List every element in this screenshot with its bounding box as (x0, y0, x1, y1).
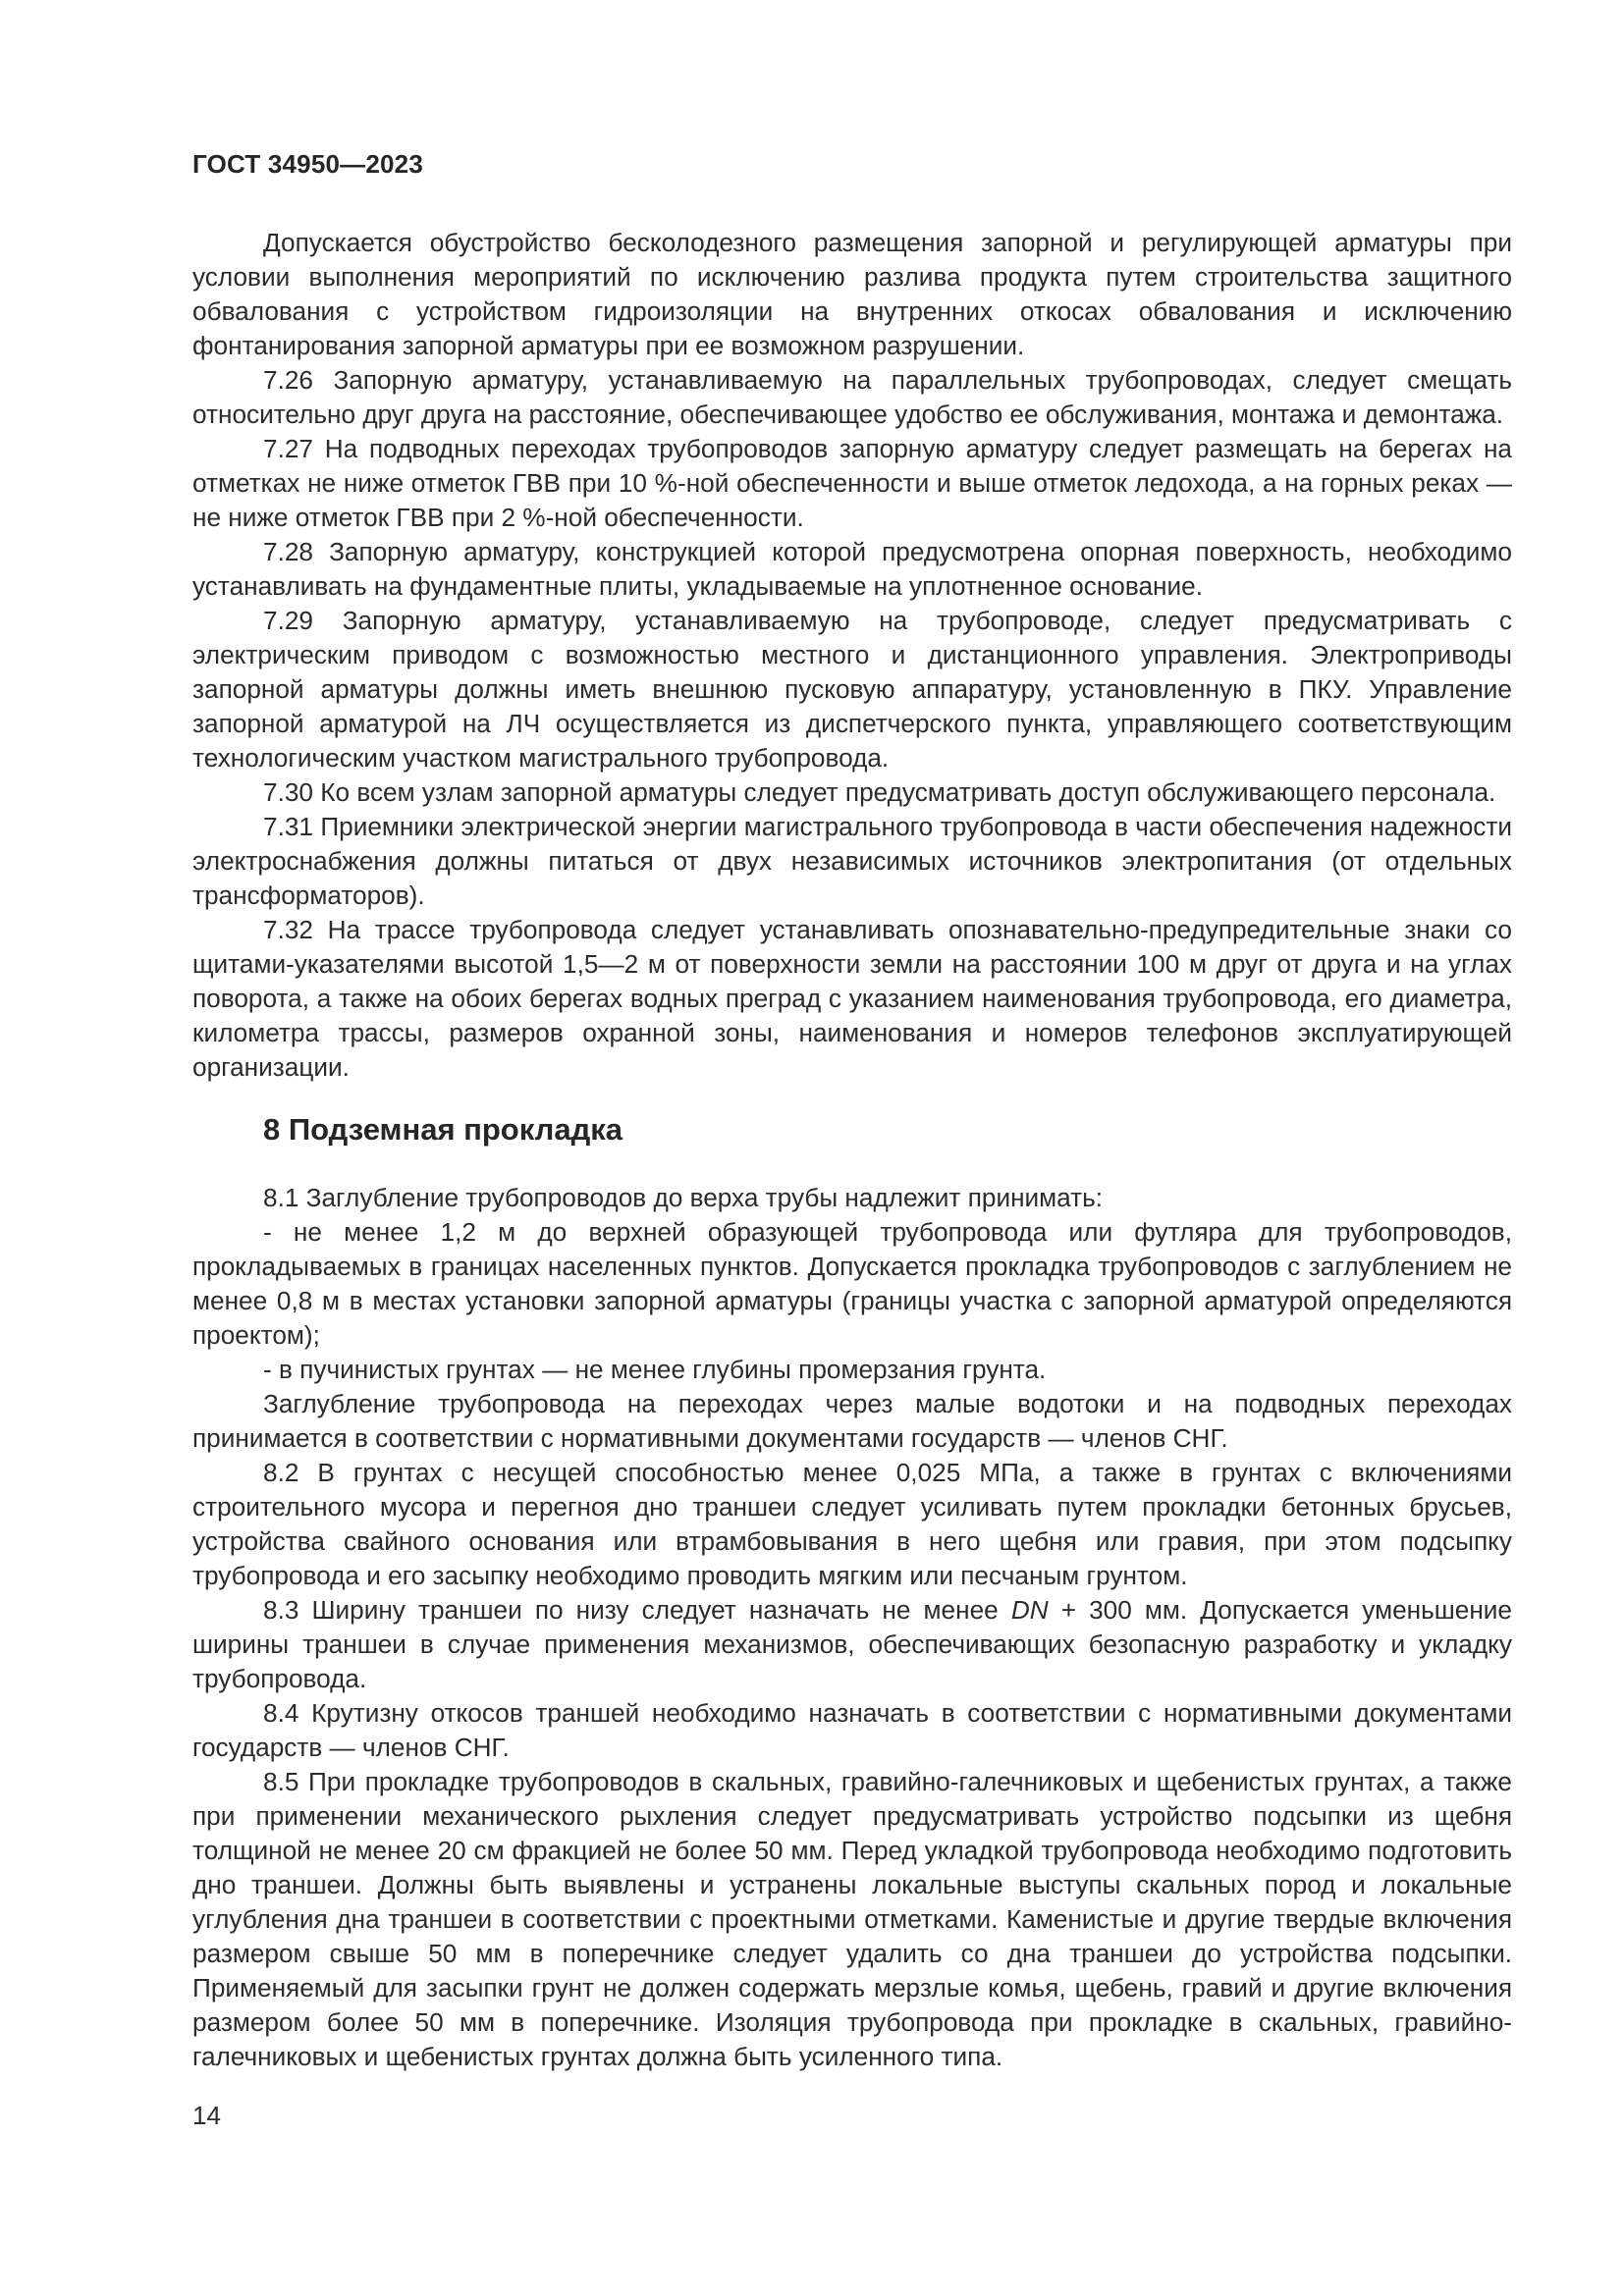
paragraph-7-28: 7.28 Запорную арматуру, конструкцией которой предусмотрена опорная поверхность, необходимо устанавливать на фундаментные плиты, укладываемые на уплотненное основание. (192, 537, 1512, 601)
paragraph-8-1-tail: Заглубление трубопровода на переходах через малые водотоки и на подводных переходах принимается в соответствии с нормативными документами государств — членов СНГ. (192, 1389, 1512, 1453)
paragraph-8-3-dn: DN (1010, 1595, 1049, 1625)
paragraph-8-4: 8.4 Крутизну откосов траншей необходимо назначать в соответствии с нормативными документами государств — членов СНГ. (192, 1698, 1512, 1762)
paragraph-8-3 (192, 1593, 1512, 1696)
document-code-header: ГОСТ 34950—2023 (192, 149, 423, 179)
paragraph-8-5: 8.5 При прокладке трубопроводов в скальных, гравийно-галечниковых и щебенистых грунтах, а также при применении механического рыхления следует предусматривать устройство подсыпки из щебня толщиной не менее 20 см фракцией не более 50 мм. Перед укладкой трубопровода необходимо подготовить дно траншеи. Должны быть выявлены и устранены локальные выступы скальных пород и локальные углубления дна траншеи в соответствии с проектными отметками. Каменистые и другие твердые включения размером свыше 50 мм в поперечнике следует удалить со дна траншеи до устройства подсыпки. Применяемый для засыпки грунт не должен содержать мерзлые комья, щебень, гравий и другие включения размером более 50 мм в поперечнике. Изоляция трубопровода при прокладке в скальных, гравийно-галечниковых и щебенистых грунтах должна быть усиленного типа. (192, 1767, 1512, 2071)
list-item-8-1-frost: - в пучинистых грунтах — не менее глубины промерзания грунта. (263, 1355, 1047, 1384)
page-number: 14 (192, 2101, 221, 2130)
paragraph-7-29: 7.29 Запорную арматуру, устанавливаемую на трубопроводе, следует предусматривать с электрическим приводом с возможностью местного и дистанционного управления. Электроприводы запорной арматуры должны иметь внешнюю пусковую аппаратуру, установленную в ПКУ. Управление запорной арматурой на ЛЧ осуществляется из диспетчерского пункта, управляющего соответствующим технологическим участком магистрального трубопровода. (192, 606, 1512, 773)
paragraph-8-3-text-b: + 300 мм. Допускается уменьшение ширины траншеи в случае применения механизмов, обеспечивающих безопасную разработку и укладку трубопровода. (192, 1595, 1512, 1693)
document-body (192, 226, 1512, 2074)
paragraph-8-2: 8.2 В грунтах с несущей способностью менее 0,025 МПа, а также в грунтах с включениями строительного мусора и перегноя дно траншеи следует усиливать путем прокладки бетонных брусьев, устройства свайного основания или втрамбовывания в него щебня или гравия, при этом подсыпку трубопровода и его засыпку необходимо проводить мягким или песчаным грунтом. (192, 1458, 1512, 1590)
paragraph-7-26: 7.26 Запорную арматуру, устанавливаемую на параллельных трубопроводах, следует смещать относительно друг друга на расстояние, обеспечивающее удобство ее обслуживания, монтажа и демонтажа. (192, 365, 1512, 429)
paragraph-7-27: 7.27 На подводных переходах трубопроводов запорную арматуру следует размещать на берегах на отметках не ниже отметок ГВВ при 10 %-ной обеспеченности и выше отметок ледохода, а на горных реках — не ниже отметок ГВВ при 2 %-ной обеспеченности. (192, 434, 1512, 532)
paragraph-8-3-text-a: 8.3 Ширину траншеи по низу следует назначать не менее (263, 1595, 1011, 1625)
section-heading-8: 8 Подземная прокладка (263, 1112, 623, 1147)
paragraph-7-30: 7.30 Ко всем узлам запорной арматуры следует предусматривать доступ обслуживающего персонала. (263, 777, 1496, 807)
list-item-8-1-depth: - не менее 1,2 м до верхней образующей трубопровода или футляра для трубопроводов, прокладываемых в границах населенных пунктов. Допускается прокладка трубопроводов с заглублением не менее 0,8 м в местах установки запорной арматуры (границы участка с запорной арматурой определяются проектом); (192, 1217, 1512, 1350)
paragraph-8-1-intro: 8.1 Заглубление трубопроводов до верха трубы надлежит принимать: (263, 1183, 1104, 1212)
paragraph-7-32: 7.32 На трассе трубопровода следует устанавливать опознавательно-предупредительные знаки со щитами-указателями высотой 1,5—2 м от поверхности земли на расстоянии 100 м друг от друга и на углах поворота, а также на обоих берегах водных преград с указанием наименования трубопровода, его диаметра, километра трассы, размеров охранной зоны, наименования и номеров телефонов эксплуатирующей организации. (192, 915, 1512, 1082)
paragraph-7-25-cont: Допускается обустройство бесколодезного размещения запорной и регулирующей арматуры при условии выполнения мероприятий по исключению разлива продукта путем строительства защитного обвалования с устройством гидроизоляции на внутренних откосах обвалования и исключению фонтанирования запорной арматуры при ее возможном разрушении. (192, 228, 1512, 360)
paragraph-7-31: 7.31 Приемники электрической энергии магистрального трубопровода в части обеспечения надежности электроснабжения должны питаться от двух независимых источников электропитания (от отдельных трансформаторов). (192, 812, 1512, 910)
